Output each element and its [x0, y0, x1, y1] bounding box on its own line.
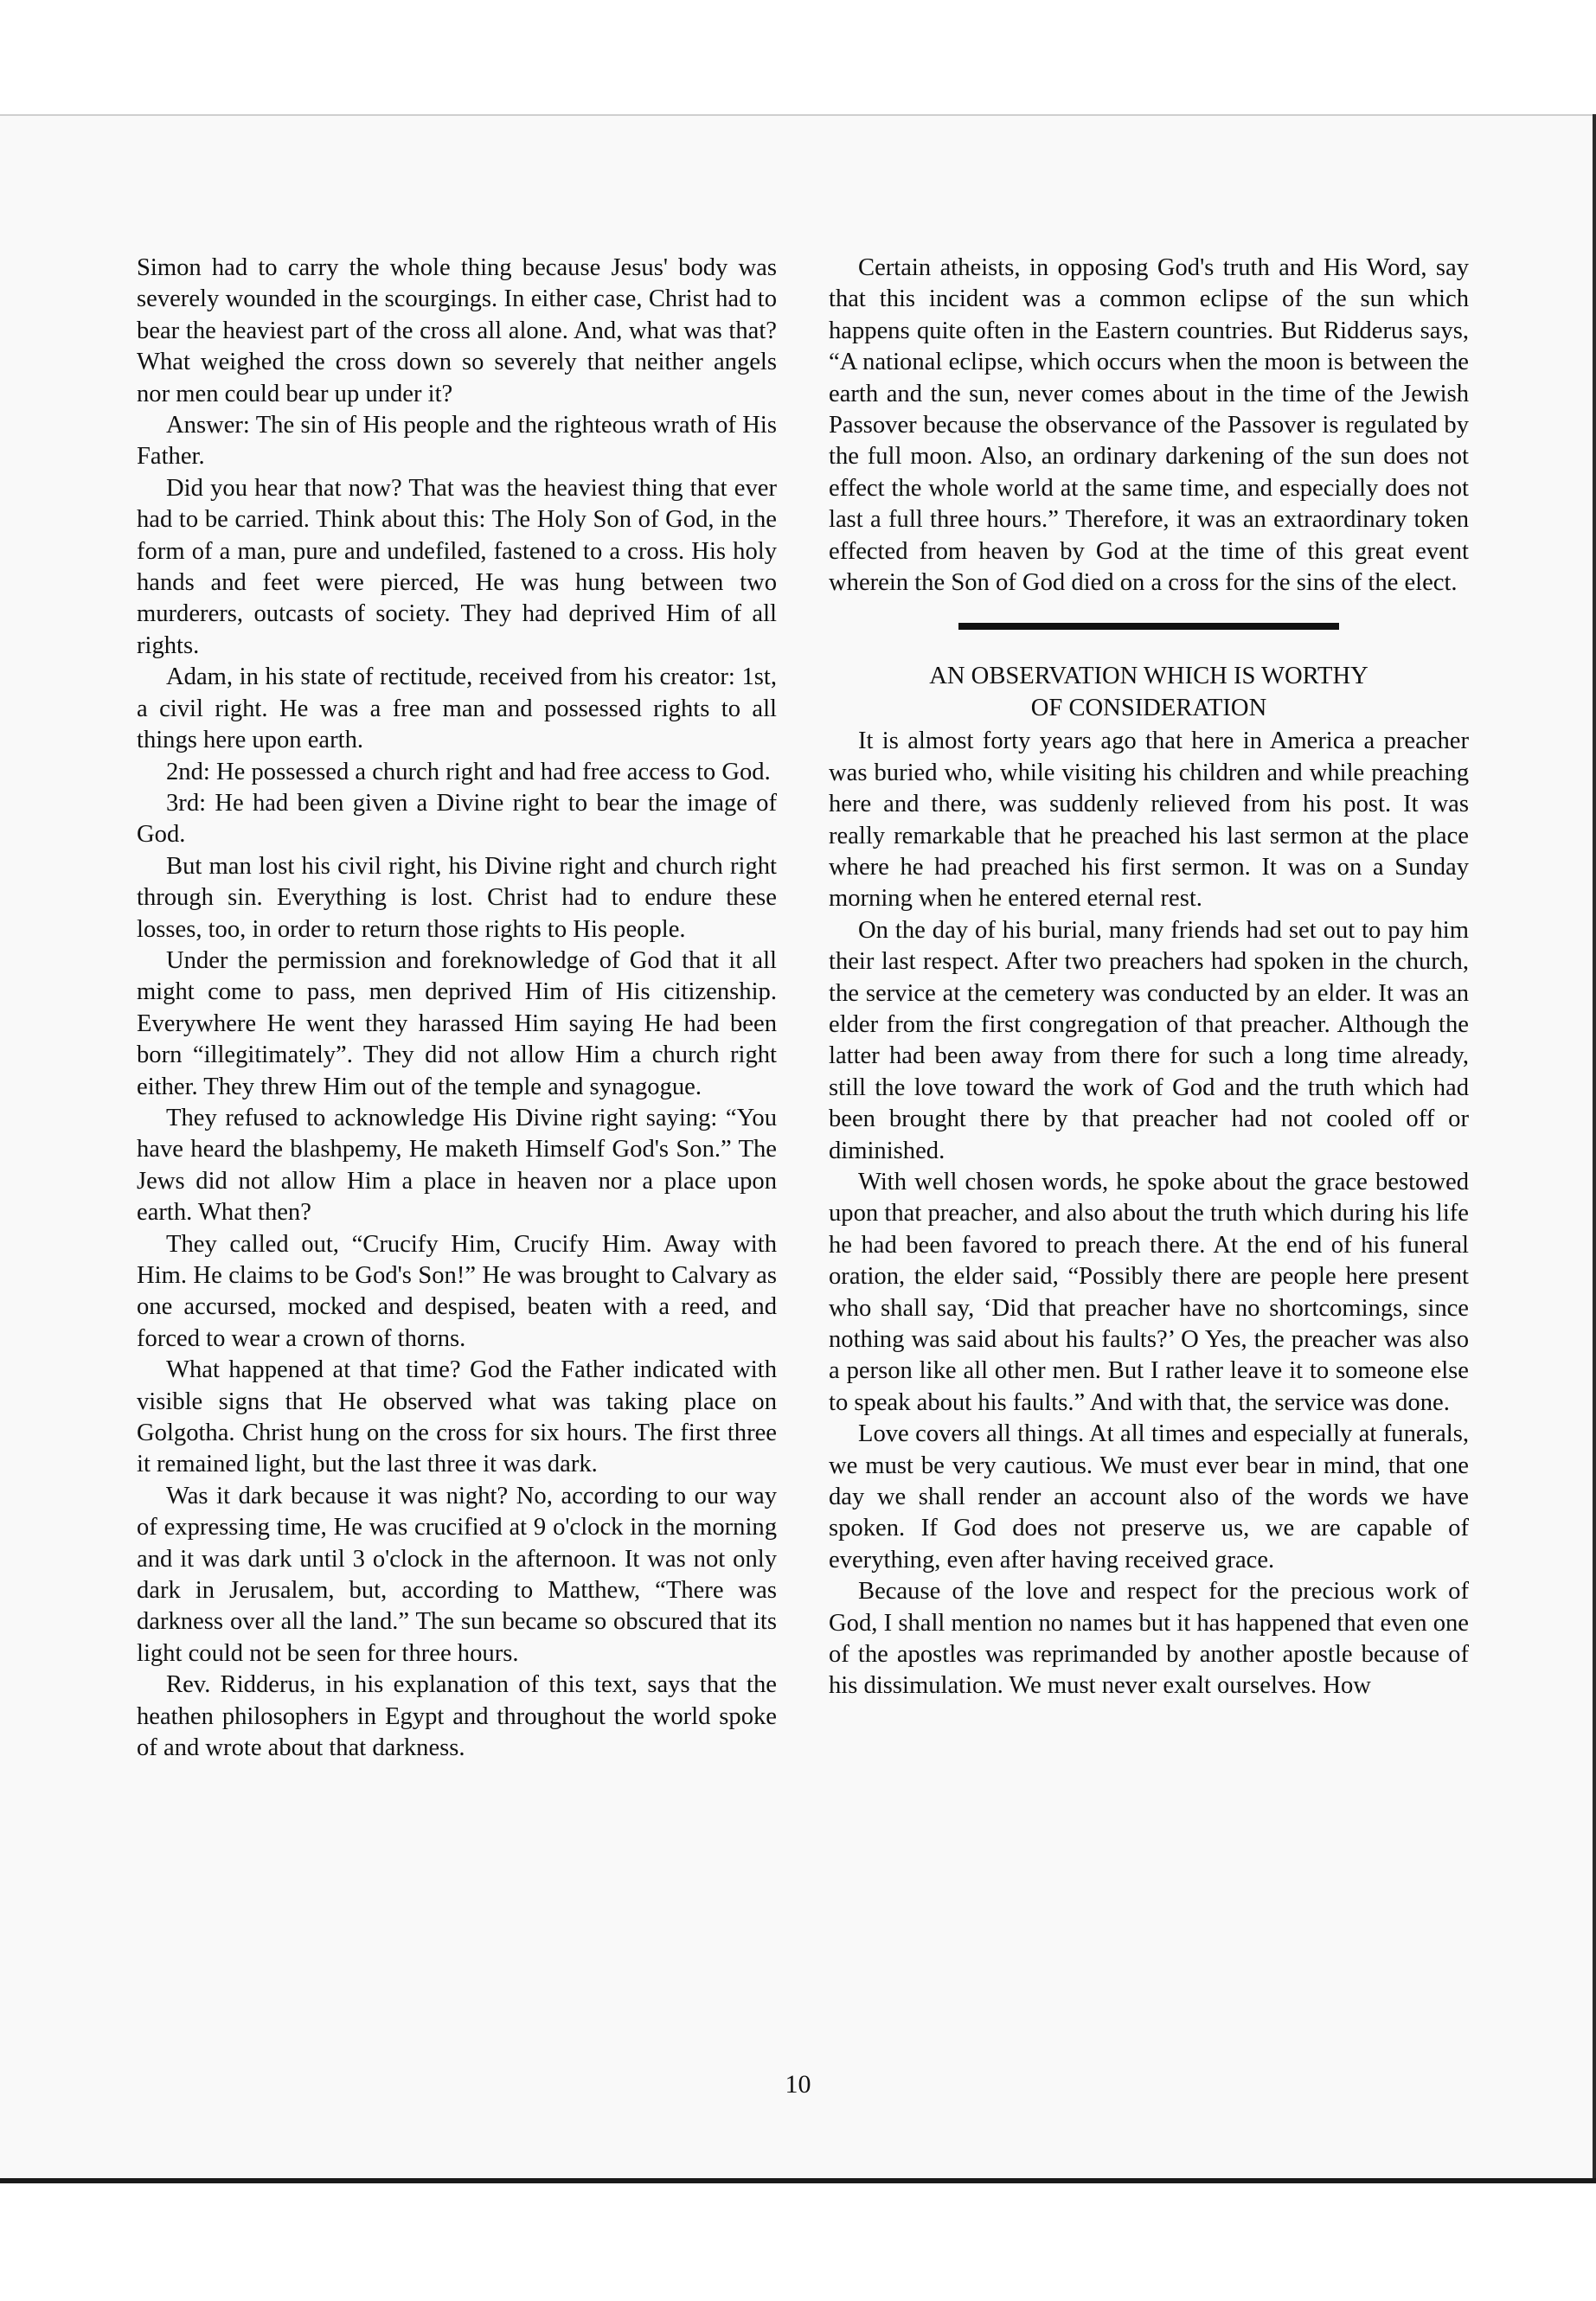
- right-column: [829, 253, 1469, 1702]
- paragraph: Answer: The sin of His people and the righteous wrath of His Father.: [137, 412, 777, 471]
- intro-paragraph: Certain atheists, in opposing God's truth and His Word, say that this incident was a common eclipse of the sun which happens quite often in the Eastern countries. But Ridderus says, “A national eclipse, which occurs when the moon is between the earth and the sun, never comes about in the time of the Jewish Passover because the observance of the Passover is regulated by the full moon. Also, an ordinary darkening of the sun does not effect the whole world at the same time, and especially does not last a full three hours.” Therefore, it was an extraordinary token effected from heaven by God at the time of this great event wherein the Son of God died on a cross for the sins of the elect.: [829, 254, 1469, 597]
- paragraph: But man lost his civil right, his Divine right and church right through sin. Everything is lost. Christ had to endure these losses, too, in order to return those rights to His people.: [137, 852, 777, 943]
- paragraph: 2nd: He possessed a church right and had free access to God.: [166, 758, 771, 785]
- paragraph: They refused to acknowledge His Divine right saying: “You have heard the blashpemy, He maketh Himself God's Son.” The Jews did not allow Him a place in heaven nor a place upon earth. What then?: [137, 1104, 777, 1227]
- paragraph: Love covers all things. At all times and especially at funerals, we must be very cautious. We must ever bear in mind, that one day we shall render an account also of the words we have spoken. If God does not preserve us, we are capable of everything, even after having received grace.: [829, 1420, 1469, 1574]
- paragraph: With well chosen words, he spoke about the grace bestowed upon that preacher, and also about the truth which during his life he had been favored to preach there. At the end of his funeral oration, the elder said, “Possibly there are people here present who shall say, ‘Did that preacher have no shortcomings, since nothing was said about his faults?’ O Yes, the preacher was also a person like all other men. But I rather leave it to someone else to speak about his faults.” And with that, the service was done.: [829, 1168, 1469, 1416]
- page-number: 10: [785, 2070, 811, 2099]
- paragraph: What happened at that time? God the Father indicated with visible signs that He observed what was taking place on Golgotha. Christ hung on the cross for six hours. The first three it remained light, but the last three it was dark.: [137, 1356, 777, 1478]
- page-edge-right: [1593, 114, 1596, 2183]
- paragraph: On the day of his burial, many friends had set out to pay him their last respect. After two preachers had spoken in the church, the service at the cemetery was conducted by an elder. It was an elder from the first congregation of that preacher. Although the latter had been away from there for such a long time already, still the love toward the work of God and the truth which had been brought there by that preacher had not cooled off or diminished.: [829, 916, 1469, 1164]
- paragraph: Because of the love and respect for the precious work of God, I shall mention no names but it has happened that even one of the apostles was reprimanded by another apostle because of his dissimulation. We must never exalt ourselves. How: [829, 1578, 1469, 1700]
- scan-bottom-margin: [0, 2183, 1596, 2301]
- paragraph: Under the permission and foreknowledge of God that it all might come to pass, men deprived Him of His citizenship. Everywhere He went they harassed Him saying He had been born “illegitimately”. They did not allow Him a church right either. They threw Him out of the temple and synagogue.: [137, 946, 777, 1100]
- paragraph: Rev. Ridderus, in his explanation of this text, says that the heathen philosophers in Egypt and throughout the world spoke of and wrote about that darkness.: [137, 1671, 777, 1762]
- paragraph: Simon had to carry the whole thing because Jesus' body was severely wounded in the scourgings. In either case, Christ had to bear the heaviest part of the cross all alone. And, what was that? What weighed the cross down so severely that neither angels nor men could bear up under it?: [137, 254, 777, 407]
- section-heading-line-2: OF CONSIDERATION: [1030, 694, 1267, 721]
- left-column: [137, 253, 777, 1765]
- paragraph: Adam, in his state of rectitude, received from his creator: 1st, a civil right. He was a free man and possessed rights to all things here upon earth.: [137, 663, 777, 754]
- section-divider: [958, 623, 1339, 630]
- section-heading-line-1: AN OBSERVATION WHICH IS WORTHY: [929, 663, 1368, 690]
- paragraph: It is almost forty years ago that here in America a preacher was buried who, while visiting his children and while preaching here and there, was suddenly relieved from his post. It was really remarkable that he preached his last sermon at the place where he had preached his first sermon. It was on a Sunday morning when he entered eternal rest.: [829, 727, 1469, 913]
- paragraph: 3rd: He had been given a Divine right to bear the image of God.: [137, 789, 777, 849]
- section-heading: [829, 661, 1469, 724]
- paragraph: Was it dark because it was night? No, according to our way of expressing time, He was crucified at 9 o'clock in the morning and it was dark until 3 o'clock in the afternoon. It was not only dark in Jerusalem, but, according to Matthew, “There was darkness over all the land.” The sun became so obscured that its light could not be seen for three hours.: [137, 1482, 777, 1667]
- paragraph: Did you hear that now? That was the heaviest thing that ever had to be carried. Think about this: The Holy Son of God, in the form of a man, pure and undefiled, fastened to a cross. His holy hands and feet were pierced, He was hung between two murderers, outcasts of society. They had deprived Him of all rights.: [137, 474, 777, 659]
- paragraph: They called out, “Crucify Him, Crucify Him. Away with Him. He claims to be God's Son!” He was brought to Calvary as one accursed, mocked and despised, beaten with a reed, and forced to wear a crown of thorns.: [137, 1230, 777, 1352]
- scan-top-margin: [0, 0, 1596, 114]
